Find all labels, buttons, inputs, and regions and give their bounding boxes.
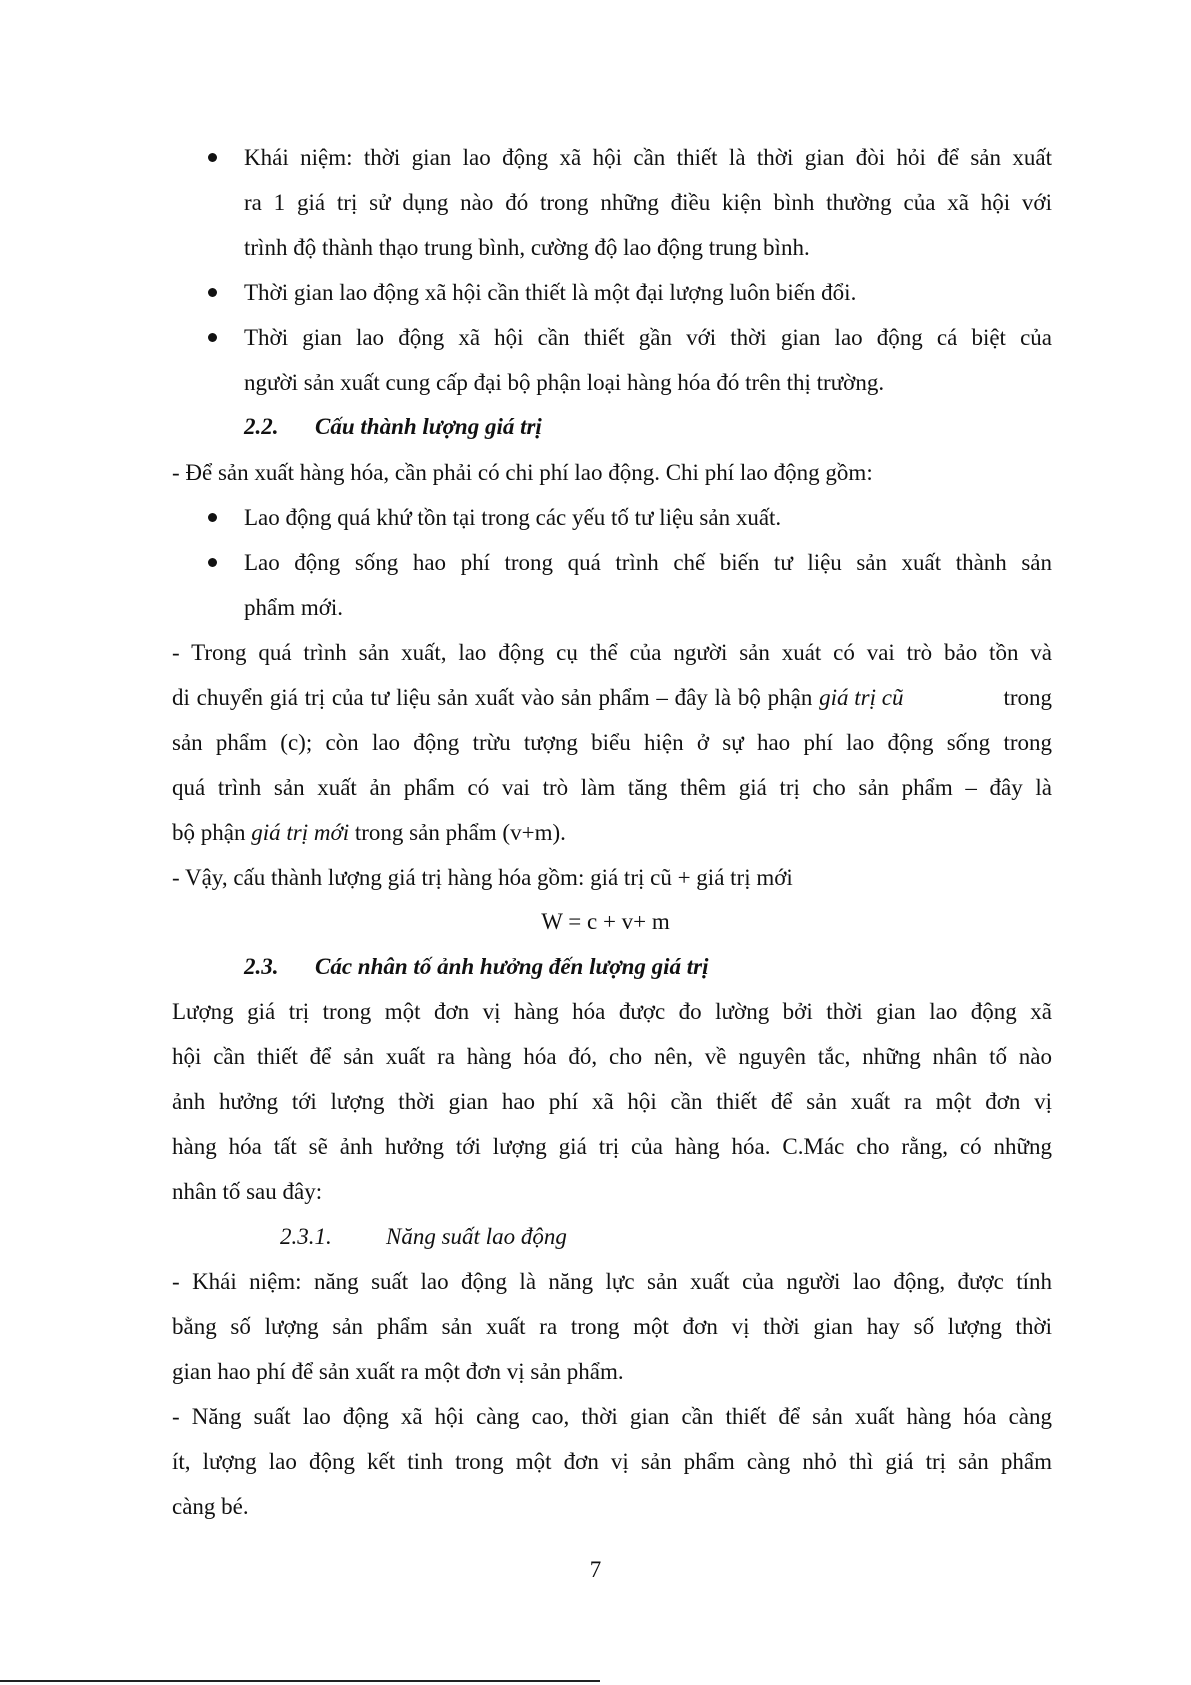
- paragraph-line: càng bé.: [172, 1494, 249, 1519]
- subsection-heading-title: Năng suất lao động: [386, 1224, 567, 1249]
- paragraph-line: sản phẩm (c); còn lao động trừu tượng biểu hiện ở sự hao phí lao động sống trong: [172, 730, 1052, 755]
- bullet-text-line: Khái niệm: thời gian lao động xã hội cần thiết là thời gian đòi hỏi để sản xuất: [244, 145, 1052, 170]
- paragraph-line: ít, lượng lao động kết tinh trong một đơn vị sản phẩm càng nhỏ thì giá trị sản phẩm: [172, 1449, 1052, 1474]
- bullet-dot: [208, 558, 217, 567]
- section-heading-number: 2.2.: [244, 414, 279, 439]
- bullet-text-line: Lao động quá khứ tồn tại trong các yếu tố tư liệu sản xuất.: [244, 505, 782, 530]
- paragraph-line: gian hao phí để sản xuất ra một đơn vị sản phẩm.: [172, 1359, 624, 1384]
- bullet-text-line: người sản xuất cung cấp đại bộ phận loại hàng hóa đó trên thị trường.: [244, 370, 885, 395]
- page-number: 7: [589, 1557, 602, 1582]
- paragraph-line: [172, 818, 566, 848]
- paragraph-text: bộ phận: [172, 820, 252, 845]
- paragraph-line: nhân tố sau đây:: [172, 1179, 323, 1204]
- bullet-text-line: phẩm mới.: [244, 595, 344, 620]
- paragraph-line: - Vậy, cấu thành lượng giá trị hàng hóa gồm: giá trị cũ + giá trị mới: [172, 865, 793, 890]
- bullet-text-line: Lao động sống hao phí trong quá trình chế biến tư liệu sản xuất thành sản: [244, 550, 1052, 575]
- subsection-heading-number: 2.3.1.: [280, 1224, 332, 1249]
- paragraph-line: ảnh hưởng tới lượng thời gian hao phí xã hội cần thiết để sản xuất ra một đơn vị: [172, 1089, 1052, 1114]
- paragraph-line: quá trình sản xuất ản phẩm có vai trò làm tăng thêm giá trị cho sản phẩm – đây là: [172, 775, 1052, 800]
- paragraph-line: - Trong quá trình sản xuất, lao động cụ thể của người sản xuát có vai trò bảo tồn và: [172, 640, 1052, 665]
- paragraph-line: - Để sản xuất hàng hóa, cần phải có chi phí lao động. Chi phí lao động gồm:: [172, 460, 873, 485]
- paragraph-text: trong sản phẩm (v+m).: [349, 820, 566, 845]
- section-heading-number: 2.3.: [244, 954, 279, 979]
- emphasis-new-value: giá trị mới: [251, 820, 350, 845]
- bullet-dot: [208, 513, 217, 522]
- bullet-text-line: Thời gian lao động xã hội cần thiết là một đại lượng luôn biến đổi.: [244, 280, 857, 305]
- section-heading-title: Cấu thành lượng giá trị: [315, 414, 542, 439]
- footer-divider: [0, 1680, 600, 1682]
- paragraph-line: - Năng suất lao động xã hội càng cao, thời gian cần thiết để sản xuất hàng hóa càng: [172, 1404, 1052, 1429]
- paragraph-line: hàng hóa tất sẽ ảnh hưởng tới lượng giá trị của hàng hóa. C.Mác cho rằng, có những: [172, 1134, 1052, 1159]
- paragraph-line: [172, 683, 1052, 713]
- bullet-dot: [208, 288, 217, 297]
- value-formula: W = c + v+ m: [541, 909, 670, 934]
- bullet-text-line: trình độ thành thạo trung bình, cường độ lao động trung bình.: [244, 235, 810, 260]
- paragraph-text: trong: [997, 685, 1052, 710]
- bullet-dot: [208, 153, 217, 162]
- section-heading-title: Các nhân tố ảnh hưởng đến lượng giá trị: [315, 954, 709, 979]
- bullet-dot: [208, 333, 217, 342]
- paragraph-line: hội cần thiết để sản xuất ra hàng hóa đó, cho nên, về nguyên tắc, những nhân tố nào: [172, 1044, 1052, 1069]
- emphasis-old-value: giá trị cũ: [819, 685, 904, 710]
- paragraph-line: bằng số lượng sản phẩm sản xuất ra trong một đơn vị thời gian hay số lượng thời: [172, 1314, 1052, 1339]
- paragraph-line: - Khái niệm: năng suất lao động là năng lực sản xuất của người lao động, được tính: [172, 1269, 1052, 1294]
- paragraph-line: Lượng giá trị trong một đơn vị hàng hóa được đo lường bởi thời gian lao động xã: [172, 999, 1052, 1024]
- bullet-text-line: Thời gian lao động xã hội cần thiết gần với thời gian lao động cá biệt của: [244, 325, 1052, 350]
- paragraph-text: di chuyển giá trị của tư liệu sản xuất vào sản phẩm – đây là bộ phận: [172, 685, 820, 710]
- bullet-text-line: ra 1 giá trị sử dụng nào đó trong những điều kiện bình thường của xã hội với: [244, 190, 1052, 215]
